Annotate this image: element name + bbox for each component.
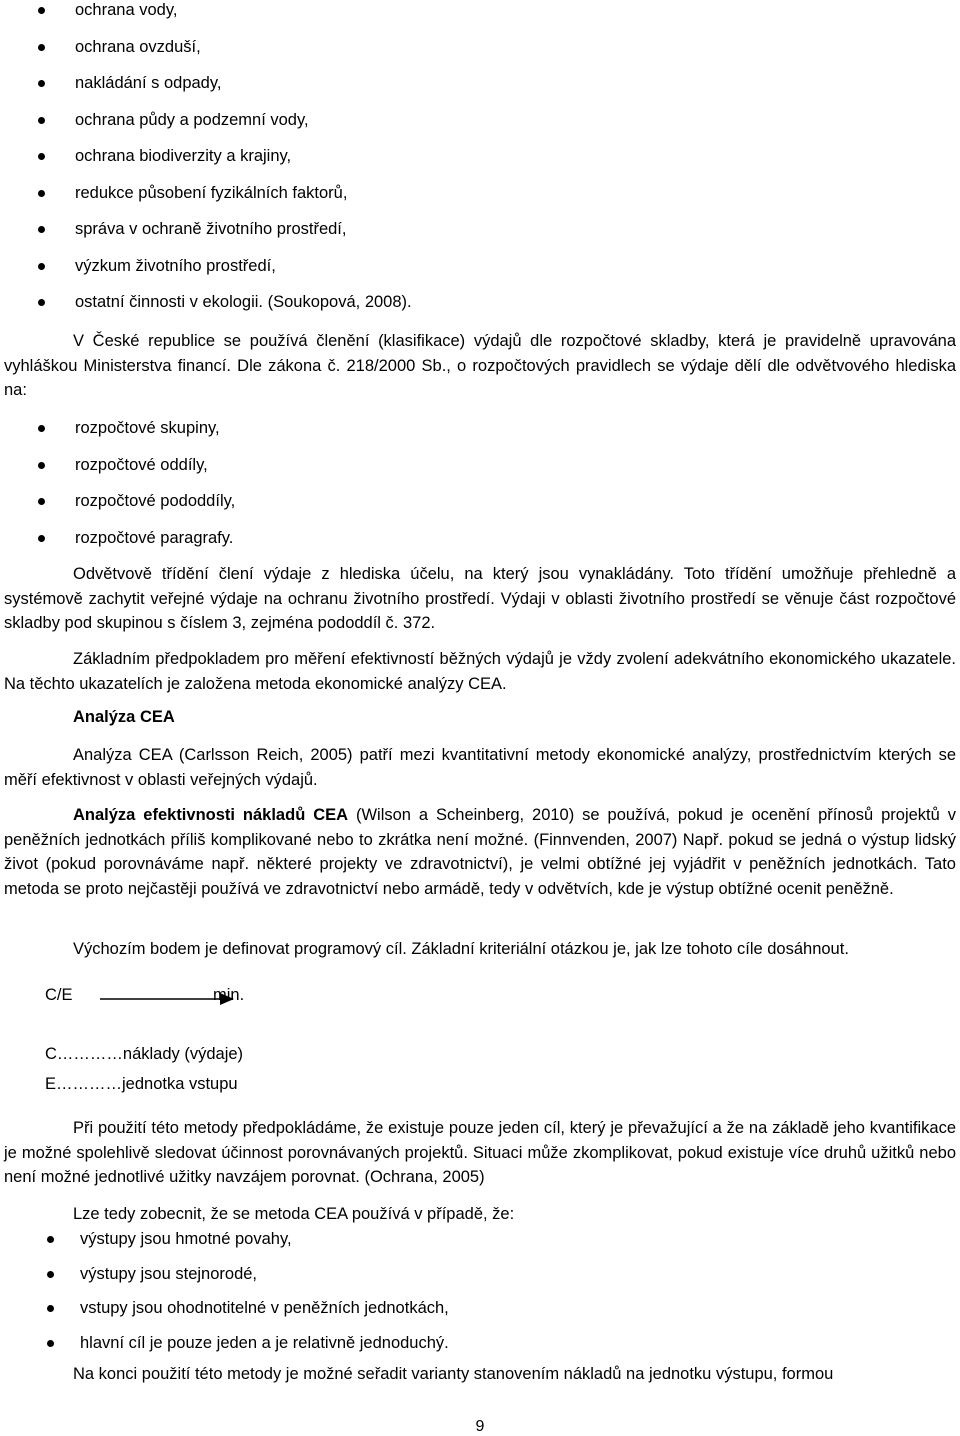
- conditions-list: [0, 1231, 960, 1369]
- list-item: správa v ochraně životního prostředí,: [0, 221, 960, 258]
- bullet-icon: [38, 80, 45, 87]
- bullet-icon: [38, 498, 45, 505]
- paragraph-cost: Analýza efektivnosti nákladů CEA (Wilson a Scheinberg, 2010) se používá, pokud je ocenění přínosů projektů v peněžních jednotkách příliš komplikované nebo to zkrátka není možné. (Finnvenden, 2007) Např. pokud se jedná o výstup lidský život (pokud porovnáváme např. některé projekty ve zdravotnictví), je velmi obtížné jej vyjádřit v peněžních jednotkách. Tato metoda se proto nejčastěji používá ve zdravotnictví nebo armádě, tedy v odvětvích, kde je výstup obtížné ocenit peněžně.: [4, 806, 956, 898]
- paragraph-end: Na konci použití této metody je možné seřadit varianty stanovením nákladů na jednotku výstupu, formou: [73, 1365, 834, 1383]
- paragraph-basic: Základním předpokladem pro měření efektivností běžných výdajů je vždy zvolení adekvátního ekonomického ukazatele. Na těchto ukazatelích je založena metoda ekonomické analýzy CEA.: [4, 650, 956, 693]
- environment-list: [0, 2, 960, 331]
- list-item: nakládání s odpady,: [0, 75, 960, 112]
- bullet-icon: [38, 190, 45, 197]
- paragraph-assume: Při použití této metody předpokládáme, že existuje pouze jeden cíl, který je převažující a že na základě jeho kvantifikace je možné spolehlivě sledovat účinnost porovnávaných projektů. Situaci může zkomplikovat, pokud existuje více druhů užitků nebo není možné jednotlivé užitky navzájem porovnat. (Ochrana, 2005): [4, 1119, 956, 1186]
- bullet-icon: [38, 117, 45, 124]
- bullet-icon: [47, 1305, 54, 1312]
- paragraph-cea: Analýza CEA (Carlsson Reich, 2005) patří mezi kvantitativní metody ekonomické analýzy, prostřednictvím kterých se měří efektivnost v oblasti veřejných výdajů.: [4, 746, 956, 789]
- list-item: výstupy jsou hmotné povahy,: [0, 1231, 960, 1266]
- list-item: rozpočtové oddíly,: [0, 457, 960, 494]
- list-item: rozpočtové skupiny,: [0, 420, 960, 457]
- list-item: ochrana biodiverzity a krajiny,: [0, 148, 960, 185]
- paragraph-classification: V České republice se používá členění (klasifikace) výdajů dle rozpočtové skladby, která je pravidelně upravována vyhláškou Ministerstva financí. Dle zákona č. 218/2000 Sb., o rozpočtových pravidlech se výdaje dělí dle odvětvového hlediska na:: [4, 332, 956, 399]
- bullet-icon: [38, 299, 45, 306]
- bullet-icon: [38, 425, 45, 432]
- list-item: rozpočtové pododdíly,: [0, 493, 960, 530]
- bullet-icon: [38, 263, 45, 270]
- bullet-icon: [38, 153, 45, 160]
- budget-list: [0, 420, 960, 566]
- list-item: rozpočtové paragrafy.: [0, 530, 960, 567]
- list-item: hlavní cíl je pouze jeden a je relativně jednoduchý.: [0, 1335, 960, 1370]
- formula-rhs: min.: [213, 986, 245, 1004]
- bullet-icon: [38, 7, 45, 14]
- formula: [45, 986, 445, 1012]
- list-item: ostatní činnosti v ekologii. (Soukopová, 2008).: [0, 294, 960, 331]
- bullet-icon: [38, 44, 45, 51]
- legend-unit: E…………jednotka vstupu: [45, 1075, 238, 1093]
- list-item: výstupy jsou stejnorodé,: [0, 1266, 960, 1301]
- list-item: výzkum životního prostředí,: [0, 258, 960, 295]
- list-item: ochrana ovzduší,: [0, 39, 960, 76]
- bullet-icon: [38, 535, 45, 542]
- paragraph-goal: Výchozím bodem je definovat programový cíl. Základní kriteriální otázkou je, jak lze tohoto cíle dosáhnout.: [73, 940, 849, 958]
- list-item: ochrana půdy a podzemní vody,: [0, 112, 960, 149]
- page-number: 9: [475, 1418, 485, 1435]
- paragraph-general: Lze tedy zobecnit, že se metoda CEA používá v případě, že:: [73, 1205, 515, 1223]
- bullet-icon: [38, 462, 45, 469]
- bullet-icon: [47, 1271, 54, 1278]
- bullet-icon: [47, 1236, 54, 1243]
- heading-cea: Analýza CEA: [73, 708, 175, 726]
- list-item: vstupy jsou ohodnotitelné v peněžních jednotkách,: [0, 1300, 960, 1335]
- formula-lhs: C/E: [45, 986, 73, 1004]
- list-item: redukce působení fyzikálních faktorů,: [0, 185, 960, 222]
- bullet-icon: [47, 1340, 54, 1347]
- bullet-icon: [38, 226, 45, 233]
- paragraph-sector: Odvětvově třídění člení výdaje z hlediska účelu, na který jsou vynakládány. Toto třídění umožňuje přehledně a systémově zachytit veřejné výdaje na ochranu životního prostředí. Výdaji v oblasti životního prostředí se věnuje část rozpočtové skladby pod skupinou s číslem 3, zejména pododdíl č. 372.: [4, 565, 956, 632]
- list-item: ochrana vody,: [0, 2, 960, 39]
- legend-cost: C…………náklady (výdaje): [45, 1045, 244, 1063]
